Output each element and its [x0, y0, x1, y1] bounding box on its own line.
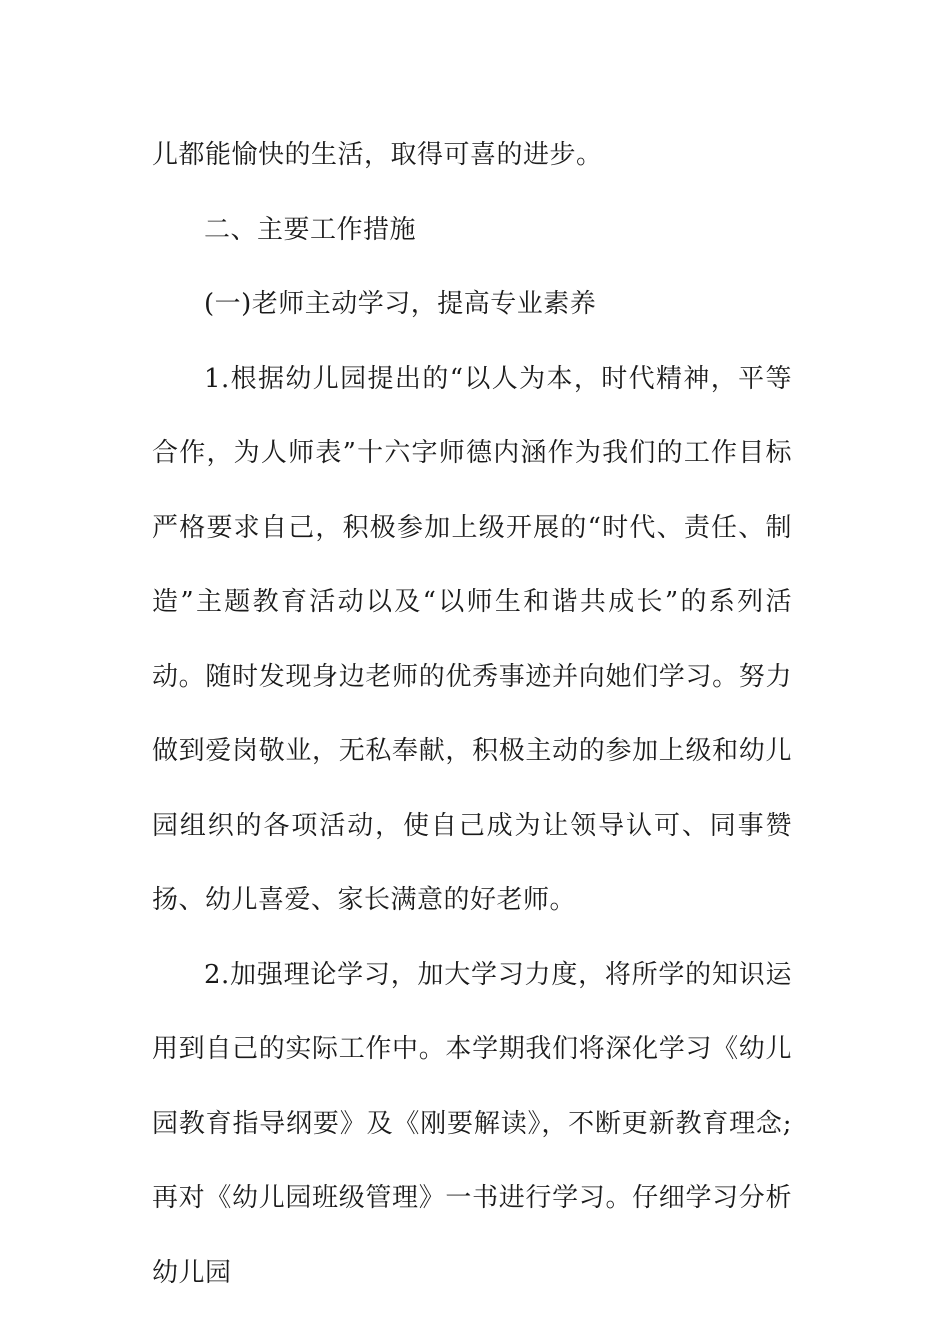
section-heading-main-measures: 二、主要工作措施: [204, 214, 417, 245]
paragraph-item-2: 2.加强理论学习，加大学习力度，将所学的知识运用到自己的实际工作中。本学期我们将深化学习《幼儿园教育指导纲要》及《刚要解读》，不断更新教育理念;再对《幼儿园班级管理》一书进行学习。仔细学习分析幼儿园: [152, 959, 792, 1288]
paragraph-continuation: 儿都能愉快的生活，取得可喜的进步。: [152, 140, 603, 170]
paragraph-item-1: 1.根据幼儿园提出的“以人为本，时代精神，平等合作，为人师表”十六字师德内涵作为我们的工作目标严格要求自己，积极参加上级开展的“时代、责任、制造”主题教育活动以及“以师生和谐共成长”的系列活动。随时发现身边老师的优秀事迹并向她们学习。努力做到爱岗敬业，无私奉献，积极主动的参加上级和幼儿园组织的各项活动，使自己成为让领导认可、同事赞扬、幼儿喜爱、家长满意的好老师。: [152, 363, 792, 915]
document-body: [152, 118, 792, 1310]
subsection-heading-teacher-study: (一)老师主动学习，提高专业素养: [204, 289, 597, 319]
